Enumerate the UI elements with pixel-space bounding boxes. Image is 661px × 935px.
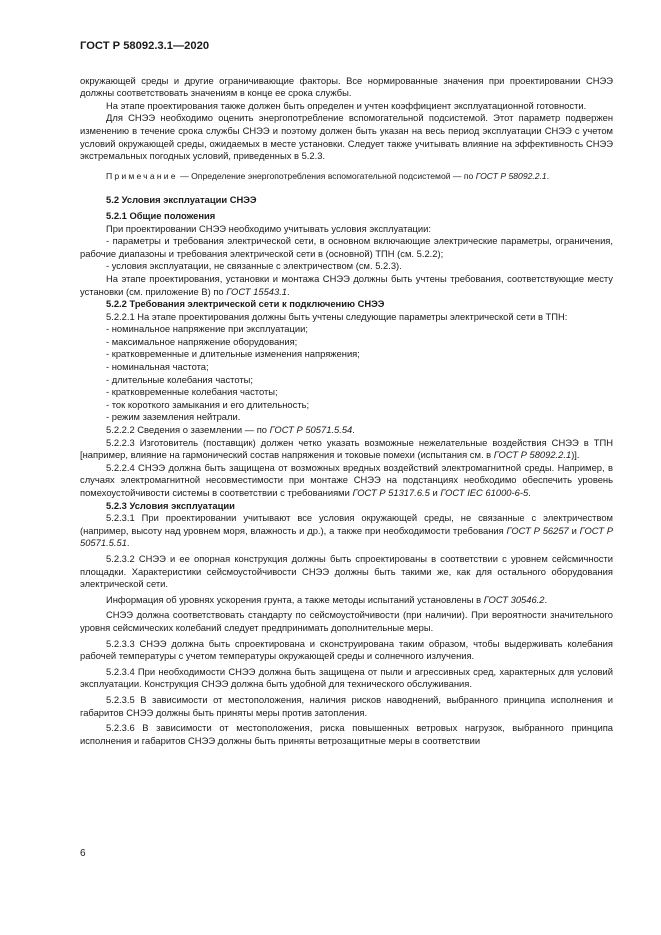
paragraph: СНЭЭ должна соответствовать стандарту по сейсмоустойчивости (при наличии). При вероятности значительного уровня сейсмических колебаний следует предпринимать дополнительные меры. (80, 609, 613, 633)
page-number: 6 (80, 848, 86, 859)
paragraph: При проектировании СНЭЭ необходимо учитывать условия эксплуатации: (106, 222, 431, 234)
list-item: - кратковременные колебания частоты; (106, 386, 278, 398)
paragraph: 5.2.3.3 СНЭЭ должна быть спроектирована и сконструирована таким образом, чтобы выдерживать колебания рабочей температуры с учетом температуры окружающей среды и солнечного излучения. (80, 637, 613, 662)
list-item: - ток короткого замыкания и его длительность; (106, 398, 310, 410)
list-item: - максимальное напряжение оборудования; (106, 335, 298, 347)
paragraph: Информация об уровнях ускорения грунта, а также методы испытаний установлены в ГОСТ 30546.2. (106, 593, 548, 605)
standard-reference: ГОСТ Р 56257 (506, 524, 569, 536)
parameter-list (80, 323, 613, 424)
paragraph: На этапе проектирования также должен быть определен и учтен коэффициент эксплуатационной готовности. (106, 99, 587, 111)
standard-reference: ГОСТ IEC 61000-6-5 (440, 487, 529, 498)
section-heading-5-2-3: 5.2.3 Условия эксплуатации (106, 499, 235, 511)
section-heading-5-2-2: 5.2.2 Требования электрической сети к подключению СНЭЭ (106, 298, 385, 310)
section-heading-5-2-1: 5.2.1 Общие положения (106, 209, 216, 221)
standard-reference: ГОСТ Р 50571.5.51 (80, 524, 613, 549)
list-item: - кратковременные и длительные изменения напряжения; (106, 348, 360, 360)
paragraph: Для СНЭЭ необходимо оценить энергопотребление вспомогательной подсистемой. Этот параметр подвержен изменению в течение срока службы СНЭЭ и поэтому должен быть указан на весь период эксплуатации СНЭЭ с учетом условий окружающей среды, ожидаемых в месте установки. Следует также учитывать влияние на эффективность СНЭЭ экстремальных погодных условий, приведенных в 5.2.3. (80, 112, 613, 162)
list-item: - номинальное напряжение при эксплуатации; (106, 323, 308, 335)
paragraph: 5.2.3.1 При проектировании учитывают все условия окружающей среды, не связанные с электричеством (например, высоту над уровнем моря, влажность и др.), а также при необходимости требования ГОСТ Р 56257 и ГОСТ Р 50571.5.51. (80, 512, 613, 549)
paragraph: 5.2.2.4 СНЭЭ должна быть защищена от возможных вредных воздействий электромагнитной среды. Например, в случаях электромагнитной несовместимости при монтаже СНЭЭ на подстанциях необходимо обеспечить уровень помехоустойчивости системы в соответствии с требованиями ГОСТ Р 51317.6.5 и ГОСТ IEC 61000-6-5. (80, 461, 613, 498)
standard-reference: ГОСТ Р 58092.2.1 (493, 449, 572, 461)
paragraph: 5.2.2.2 Сведения о заземлении — по ГОСТ Р 50571.5.54. (106, 424, 355, 436)
paragraph: На этапе проектирования, установки и монтажа СНЭЭ должны быть учтены требования, соответствующие месту установки (см. приложение В) по ГОСТ 15543.1. (80, 272, 613, 297)
paragraph: 5.2.2.3 Изготовитель (поставщик) должен четко указать возможные нежелательные воздействия СНЭЭ в ТПН [например, влияние на гармонический состав напряжения и токовые помехи (испытания см. в ГОСТ Р 58092.2.1)]. (80, 436, 613, 461)
section-heading-5-2: 5.2 Условия эксплуатации СНЭЭ (106, 194, 257, 206)
list-item: - параметры и требования электрической сети, в основном включающие электрические параметры, ограничения, рабочие диапазоны и требования электрической сети в (основной) ТПН (см. 5.2.2); (80, 235, 613, 259)
note: Примечание — Определение энергопотребления вспомогательной подсистемой — по ГОСТ Р 58092.2.1. (106, 170, 550, 181)
paragraph: окружающей среды и другие ограничивающие факторы. Все нормированные значения при проектировании СНЭЭ должны соответствовать значениям в конце ее срока службы. (80, 74, 613, 99)
note-label: Примечание (106, 170, 178, 181)
list-item: - номинальная частота; (106, 361, 209, 373)
paragraph: 5.2.3.4 При необходимости СНЭЭ должна быть защищена от пыли и агрессивных сред, характерных для условий эксплуатации. Конструкция СНЭЭ должна быть удобной для технического обслуживания. (80, 665, 613, 690)
paragraph: 5.2.3.6 В зависимости от местоположения, риска повышенных ветровых нагрузок, выбранного принципа исполнения и габаритов СНЭЭ должны быть приняты ветрозащитные меры в соответствии (80, 722, 613, 746)
paragraph: 5.2.3.5 В зависимости от местоположения, наличия рисков наводнений, выбранного принципа исполнения и габаритов СНЭЭ должны быть приняты меры против затопления. (80, 693, 613, 718)
standard-reference: ГОСТ Р 51317.6.5 (352, 487, 430, 498)
list-item: - длительные колебания частоты; (106, 373, 253, 385)
standard-reference: ГОСТ 15543.1 (226, 285, 288, 297)
standard-reference: ГОСТ Р 58092.2.1 (475, 170, 547, 181)
paragraph: 5.2.2.1 На этапе проектирования должны быть учтены следующие параметры электрической сети в ТПН: (106, 310, 568, 322)
standard-reference: ГОСТ Р 50571.5.54 (269, 424, 353, 436)
list-item: - условия эксплуатации, не связанные с электричеством (см. 5.2.3). (106, 260, 402, 272)
list-item: - режим заземления нейтрали. (106, 411, 241, 423)
document-header: ГОСТ Р 58092.3.1—2020 (80, 40, 210, 52)
standard-reference: ГОСТ 30546.2 (483, 593, 545, 605)
paragraph: 5.2.3.2 СНЭЭ и ее опорная конструкция должны быть спроектированы в соответствии с уровнем сейсмичности площадки. Характеристики сейсмоустойчивости СНЭЭ должны быть такими же, как для остального оборудования электрической сети. (80, 552, 613, 590)
